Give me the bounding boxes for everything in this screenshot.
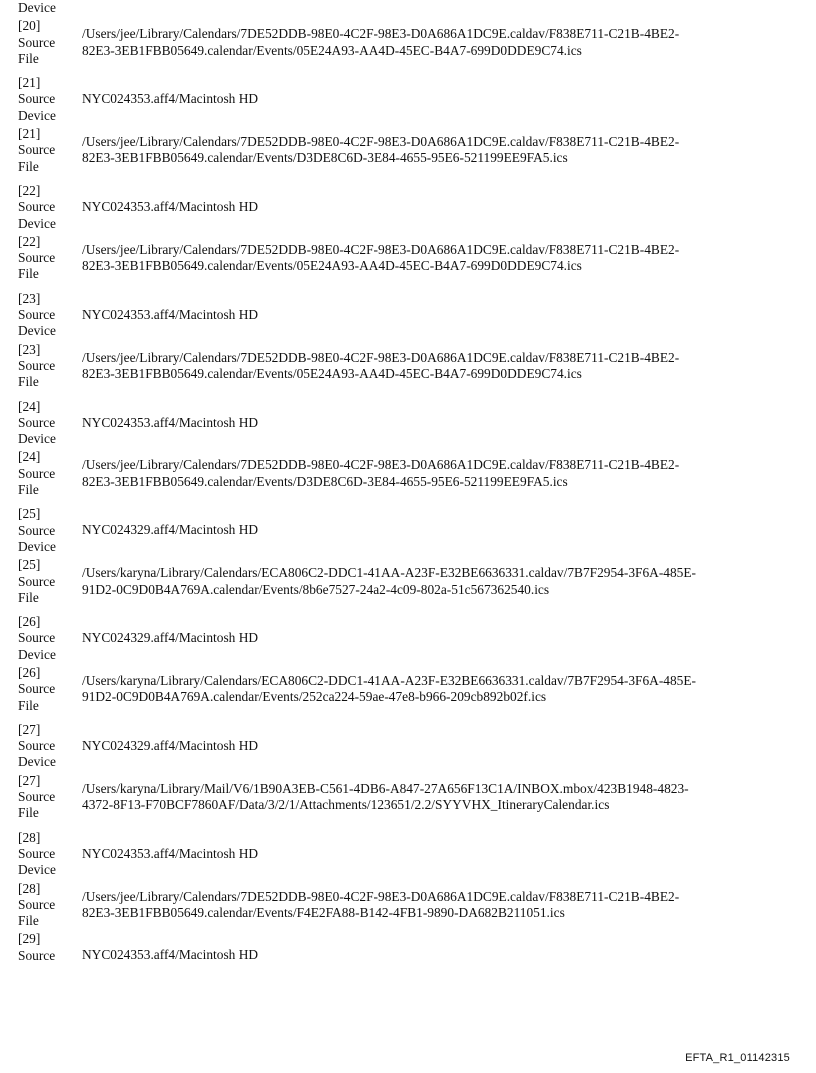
- entry-label-word: Source: [18, 357, 56, 373]
- entry-label-word: Source: [18, 845, 56, 861]
- entry-label-word: File: [18, 589, 39, 605]
- source-file-path: /Users/jee/Library/Calendars/7DE52DDB-98E0-4C2F-98E3-D0A686A1DC9E.caldav/F838E711-C21B-4BE2- 82E3-3EB1FBB05649.calendar/Events/05E24A93-AA4D-45EC-B4A7-699D0DDE9C74.ics: [82, 26, 680, 58]
- entry-label: [18, 931, 82, 964]
- entry-label-word: Source: [18, 307, 56, 323]
- entry-label: [18, 614, 82, 663]
- entry-label-word: Device: [18, 431, 56, 447]
- entry-index: [22]: [18, 182, 41, 198]
- source-file-path: /Users/jee/Library/Calendars/7DE52DDB-98E0-4C2F-98E3-D0A686A1DC9E.caldav/F838E711-C21B-4BE2- 82E3-3EB1FBB05649.calendar/Events/05E24A93-AA4D-45EC-B4A7-699D0DDE9C74.ics: [82, 349, 680, 381]
- entry-index: [22]: [18, 233, 41, 249]
- entry-row: [18, 722, 808, 771]
- entry-row: [18, 126, 808, 175]
- entry-label: [18, 773, 82, 822]
- source-file-path: /Users/karyna/Library/Mail/V6/1B90A3EB-C561-4DB6-A847-27A656F13C1A/INBOX.mbox/423B1948-4823- 4372-8F13-F70BCF7860AF/Data/3/2/1/Attachments/123651/2.2/SYYVHX_ItineraryCalendar.ics: [82, 780, 689, 813]
- source-file-path: /Users/jee/Library/Calendars/7DE52DDB-98E0-4C2F-98E3-D0A686A1DC9E.caldav/F838E711-C21B-4BE2- 82E3-3EB1FBB05649.calendar/Events/D3DE8C6D-3E84-4655-95E6-521199EE9FA5.ics: [82, 457, 680, 489]
- entry-label-word: Source: [18, 142, 56, 158]
- entry-row: [18, 449, 808, 498]
- entry-row: [18, 557, 808, 606]
- entry-label-word: Device: [18, 754, 56, 770]
- entry-label-word: Source: [18, 34, 56, 50]
- entry-label-word: File: [18, 913, 39, 929]
- entry-row: [18, 234, 808, 283]
- entry-label-word: Source: [18, 573, 56, 589]
- entry-label-word: Device: [18, 538, 56, 554]
- entries-list: [18, 0, 808, 964]
- entry-label-word: File: [18, 482, 39, 498]
- entry-row: [18, 665, 808, 714]
- entry-label-word: Device: [18, 215, 56, 231]
- source-device-path: NYC024353.aff4/Macintosh HD: [82, 306, 259, 322]
- entry-label-word: File: [18, 266, 39, 282]
- entry-label: [18, 126, 82, 175]
- entry-row: [18, 614, 808, 663]
- entry-row: [18, 342, 808, 391]
- entry-label: [18, 881, 82, 930]
- entry-index: [27]: [18, 772, 41, 788]
- entry-index: [26]: [18, 664, 41, 680]
- entry-index: [27]: [18, 721, 41, 737]
- entry-index: [28]: [18, 880, 41, 896]
- entry-label-word: Source: [18, 947, 56, 963]
- entry-label: [18, 506, 82, 555]
- entry-label-word: Source: [18, 522, 56, 538]
- entry-index: [26]: [18, 614, 41, 630]
- entry-index: [23]: [18, 341, 41, 357]
- entry-label: [18, 291, 82, 340]
- entry-label-word: File: [18, 805, 39, 821]
- entry-label-word: File: [18, 50, 39, 66]
- entry-index: [29]: [18, 931, 41, 947]
- source-device-path: NYC024353.aff4/Macintosh HD: [82, 947, 259, 963]
- entry-label: [18, 342, 82, 391]
- entry-index: [21]: [18, 75, 41, 91]
- continued-label: Device: [18, 0, 56, 15]
- entry-label-word: Source: [18, 789, 56, 805]
- entry-label-word: File: [18, 697, 39, 713]
- entry-index: [25]: [18, 506, 41, 522]
- entry-label: [18, 75, 82, 124]
- entry-index: [24]: [18, 398, 41, 414]
- source-file-path: /Users/karyna/Library/Calendars/ECA806C2-DDC1-41AA-A23F-E32BE6636331.caldav/7B7F2954-3F6A-485E- 91D2-0C9D0B4A769A.calendar/Events/8b6e7527-24a2-4c09-802a-51c567362540.ics: [82, 565, 697, 597]
- entry-label-word: Source: [18, 738, 56, 754]
- entry-row: [18, 183, 808, 232]
- source-device-path: NYC024329.aff4/Macintosh HD: [82, 630, 259, 646]
- entry-label: [18, 183, 82, 232]
- entry-label: [18, 234, 82, 283]
- entry-index: [24]: [18, 449, 41, 465]
- entry-label: [18, 557, 82, 606]
- entry-label-word: Source: [18, 250, 56, 266]
- entry-label: [18, 665, 82, 714]
- entry-row: [18, 75, 808, 124]
- entry-label: [18, 449, 82, 498]
- entry-label-word: Source: [18, 414, 56, 430]
- entry-label: [18, 399, 82, 448]
- entry-label-word: File: [18, 158, 39, 174]
- entry-index: [28]: [18, 829, 41, 845]
- entry-row: [18, 881, 808, 930]
- entry-label-word: Source: [18, 630, 56, 646]
- entry-row: [18, 931, 808, 964]
- source-file-path: /Users/karyna/Library/Calendars/ECA806C2-DDC1-41AA-A23F-E32BE6636331.caldav/7B7F2954-3F6A-485E- 91D2-0C9D0B4A769A.calendar/Events/252ca224-59ae-47e8-b966-209cb892b02f.ics: [82, 672, 697, 705]
- source-device-path: NYC024353.aff4/Macintosh HD: [82, 91, 259, 107]
- source-device-path: NYC024353.aff4/Macintosh HD: [82, 414, 259, 430]
- source-device-path: NYC024353.aff4/Macintosh HD: [82, 198, 259, 214]
- entry-label: [18, 722, 82, 771]
- entry-index: [23]: [18, 290, 41, 306]
- entry-row: [18, 399, 808, 448]
- entry-row: [18, 18, 808, 67]
- entry-label-word: Source: [18, 199, 56, 215]
- entry-row: [18, 773, 808, 822]
- entry-label-word: Device: [18, 646, 56, 662]
- entry-label-word: Device: [18, 323, 56, 339]
- source-device-path: NYC024329.aff4/Macintosh HD: [82, 737, 259, 753]
- entry-label-word: Source: [18, 465, 56, 481]
- entry-index: [21]: [18, 126, 41, 142]
- entry-row: [18, 506, 808, 555]
- entry-label-word: File: [18, 374, 39, 390]
- source-device-path: NYC024329.aff4/Macintosh HD: [82, 522, 259, 538]
- source-device-path: NYC024353.aff4/Macintosh HD: [82, 845, 259, 861]
- entry-label-word: Device: [18, 107, 56, 123]
- entry-label: [18, 830, 82, 879]
- source-file-path: /Users/jee/Library/Calendars/7DE52DDB-98E0-4C2F-98E3-D0A686A1DC9E.caldav/F838E711-C21B-4BE2- 82E3-3EB1FBB05649.calendar/Events/D3DE8C6D-3E84-4655-95E6-521199EE9FA5.ics: [82, 134, 680, 166]
- entry-row: [18, 830, 808, 879]
- entry-index: [20]: [18, 18, 41, 34]
- entry-index: [25]: [18, 557, 41, 573]
- entry-row: [18, 291, 808, 340]
- entry-label-word: Source: [18, 896, 56, 912]
- entry-label: [18, 18, 82, 67]
- entry-label-word: Device: [18, 862, 56, 878]
- source-file-path: /Users/jee/Library/Calendars/7DE52DDB-98E0-4C2F-98E3-D0A686A1DC9E.caldav/F838E711-C21B-4BE2- 82E3-3EB1FBB05649.calendar/Events/F4E2FA88-B142-4FB1-9890-DA682B211051.ics: [82, 888, 680, 920]
- continued-label-row: [18, 0, 808, 16]
- entry-label-word: Source: [18, 681, 56, 697]
- entry-label-word: Source: [18, 91, 56, 107]
- footer-document-id: EFTA_R1_01142315: [685, 1052, 790, 1064]
- source-file-path: /Users/jee/Library/Calendars/7DE52DDB-98E0-4C2F-98E3-D0A686A1DC9E.caldav/F838E711-C21B-4BE2- 82E3-3EB1FBB05649.calendar/Events/05E24A93-AA4D-45EC-B4A7-699D0DDE9C74.ics: [82, 241, 680, 274]
